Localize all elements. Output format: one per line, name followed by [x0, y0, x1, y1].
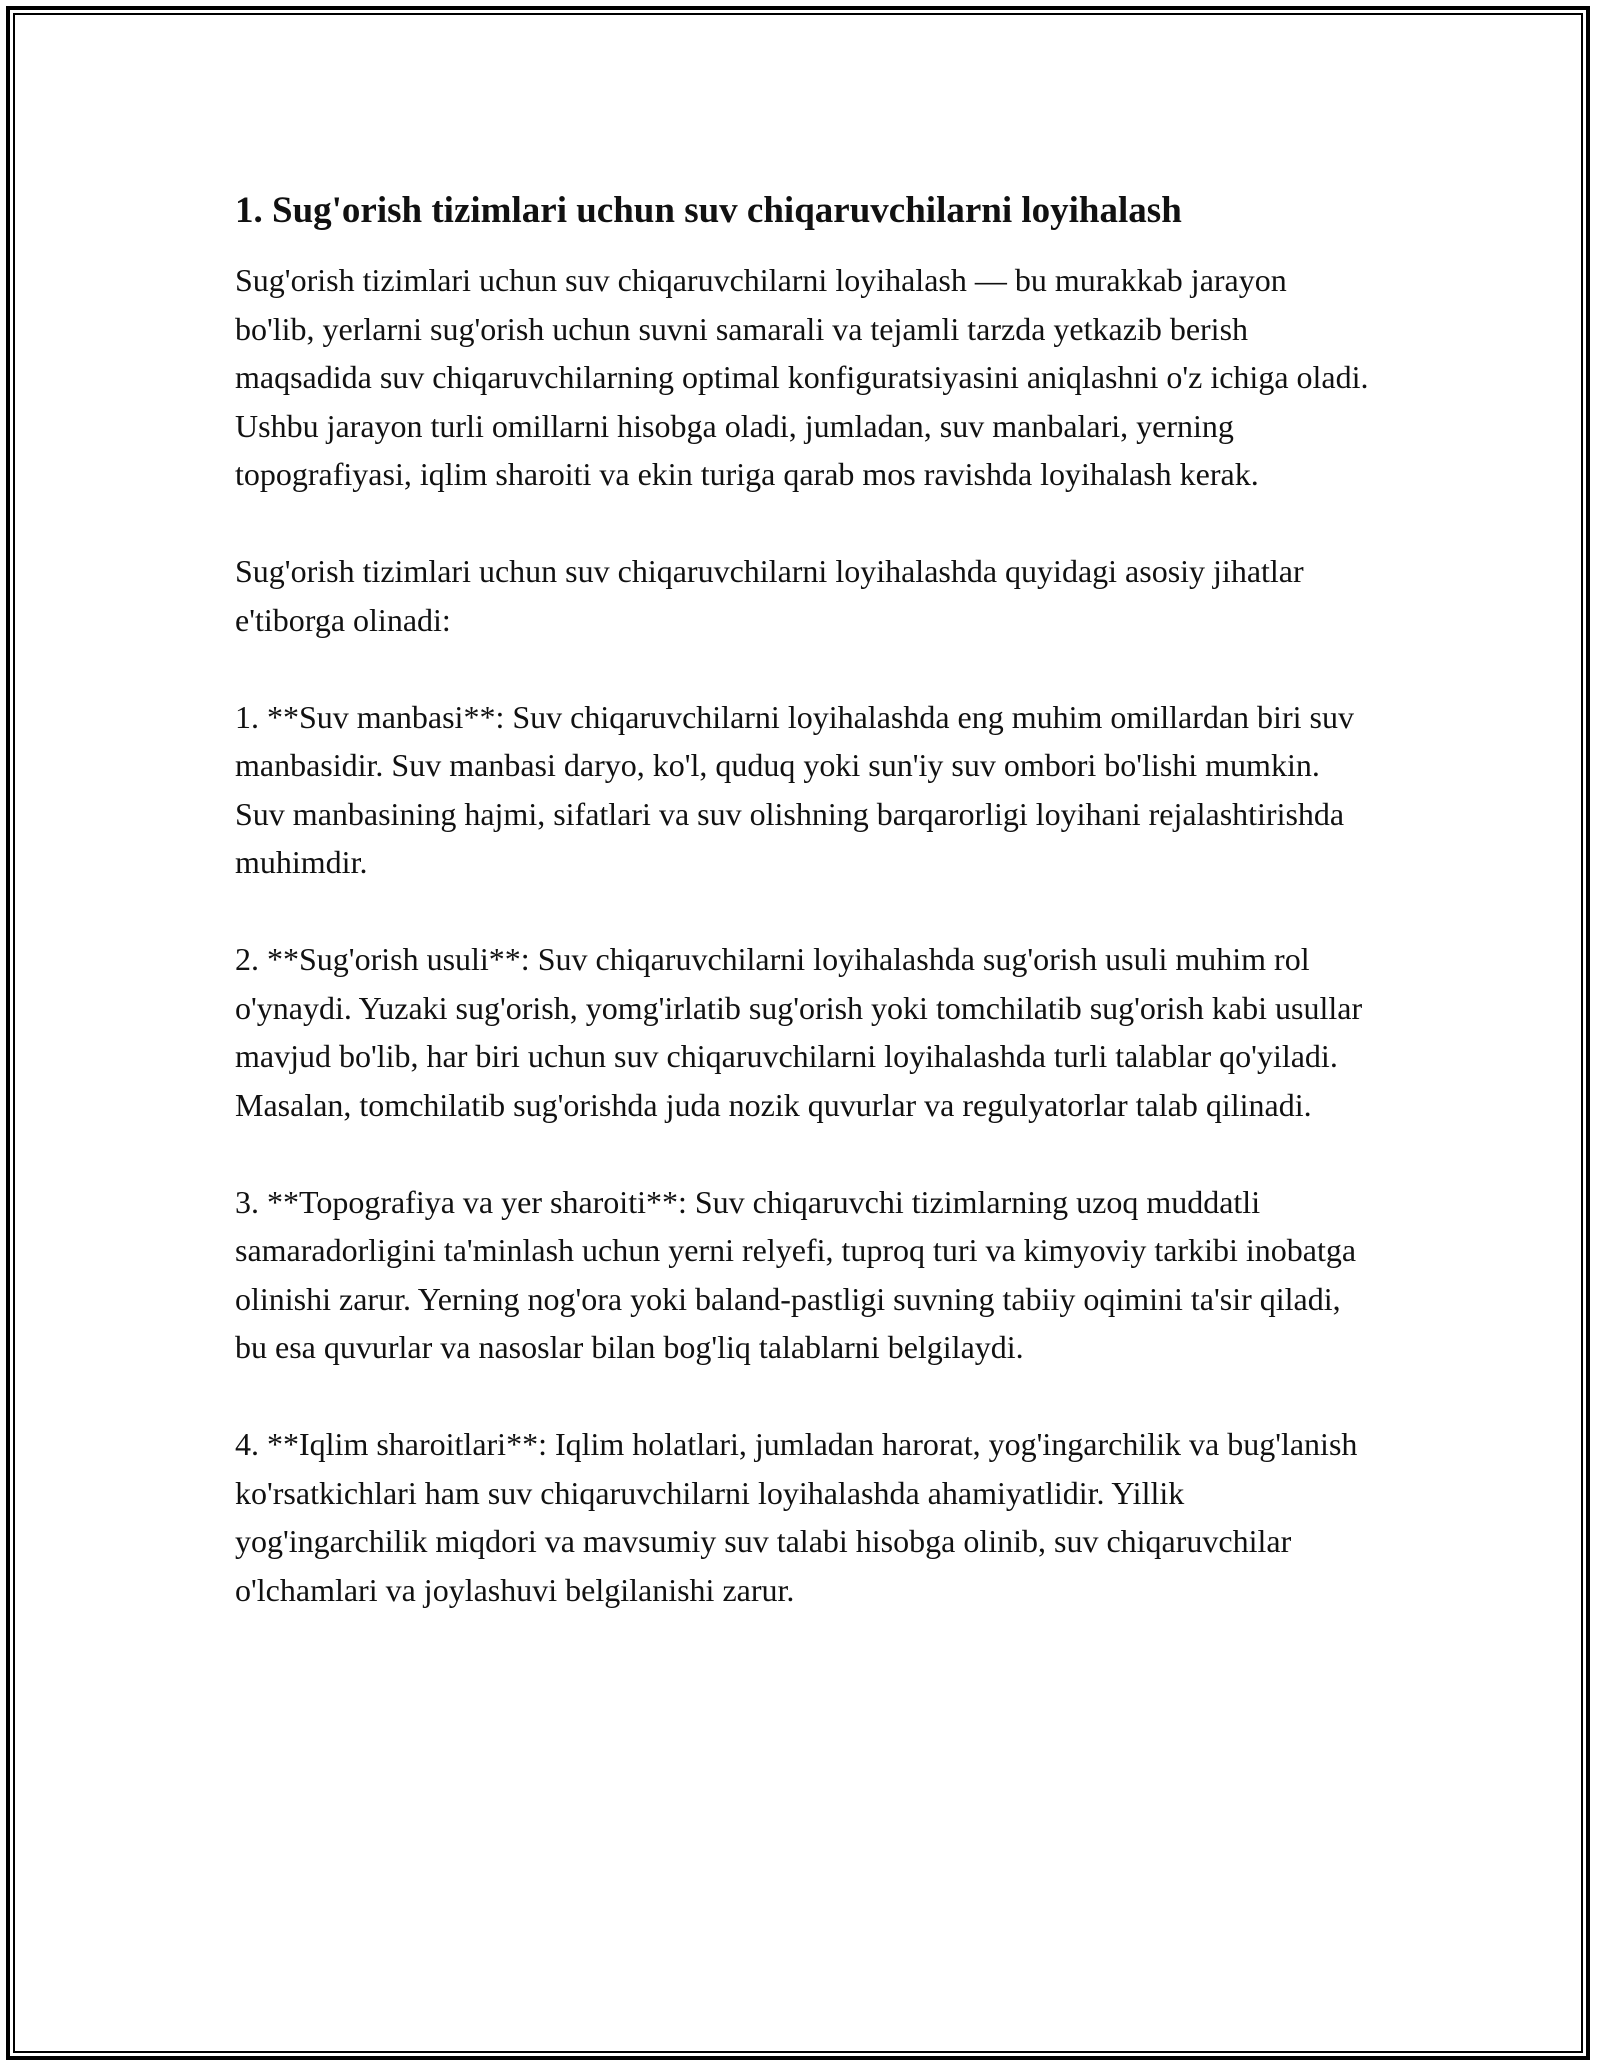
list-item-climate: 4. **Iqlim sharoitlari**: Iqlim holatlari, jumladan harorat, yog'ingarchilik va bug'lanish ko'rsatkichlari ham suv chiqaruvchilarni loyihalashda ahamiyatlidir. Yillik yog'ingarchilik miqdori va mavsumiy suv talabi hisobga olinib, suv chiqaruvchilar o'lchamlari va joylashuvi belgilanishi zarur.: [235, 1426, 1358, 1608]
list-item-water-source: 1. **Suv manbasi**: Suv chiqaruvchilarni loyihalashda eng muhim omillardan biri suv manbasidir. Suv manbasi daryo, ko'l, quduq yoki sun'iy suv ombori bo'lishi mumkin. Suv manbasining hajmi, sifatlari va suv olishning barqarorligi loyihani rejalashtirishda muhimdir.: [235, 698, 1354, 880]
document-body: [235, 182, 1370, 1663]
list-item-topography: 3. **Topografiya va yer sharoiti**: Suv chiqaruvchi tizimlarning uzoq muddatli samaradorligini ta'minlash uchun yerni relyefi, tuproq turi va kimyoviy tarkibi inobatga olinishi zarur. Yerning nog'ora yoki baland-pastligi suvning tabiiy oqimini ta'sir qiladi, bu esa quvurlar va nasoslar bilan bog'liq talablarni belgilaydi.: [235, 1183, 1357, 1365]
section-title: 1. Sug'orish tizimlari uchun suv chiqaruvchilarni loyihalash: [235, 190, 1182, 231]
aspects-lead-paragraph: Sug'orish tizimlari uchun suv chiqaruvchilarni loyihalashda quyidagi asosiy jihatlar e'tiborga olinadi:: [235, 553, 1304, 638]
list-item-irrigation-method: 2. **Sug'orish usuli**: Suv chiqaruvchilarni loyihalashda sug'orish usuli muhim rol o'ynaydi. Yuzaki sug'orish, yomg'irlatib sug'orish yoki tomchilatib sug'orish kabi usullar mavjud bo'lib, har biri uchun suv chiqaruvchilarni loyihalashda turli talablar qo'yiladi. Masalan, tomchilatib sug'orishda juda nozik quvurlar va regulyatorlar talab qilinadi.: [235, 941, 1363, 1123]
intro-paragraph: Sug'orish tizimlari uchun suv chiqaruvchilarni loyihalash — bu murakkab jarayon bo'lib, yerlarni sug'orish uchun suvni samarali va tejamli tarzda yetkazib berish maqsadida suv chiqaruvchilarning optimal konfiguratsiyasini aniqlashni o'z ichiga oladi. Ushbu jarayon turli omillarni hisobga oladi, jumladan, suv manbalari, yerning topografiyasi, iqlim sharoiti va ekin turiga qarab mos ravishda loyihalash kerak.: [235, 262, 1369, 492]
